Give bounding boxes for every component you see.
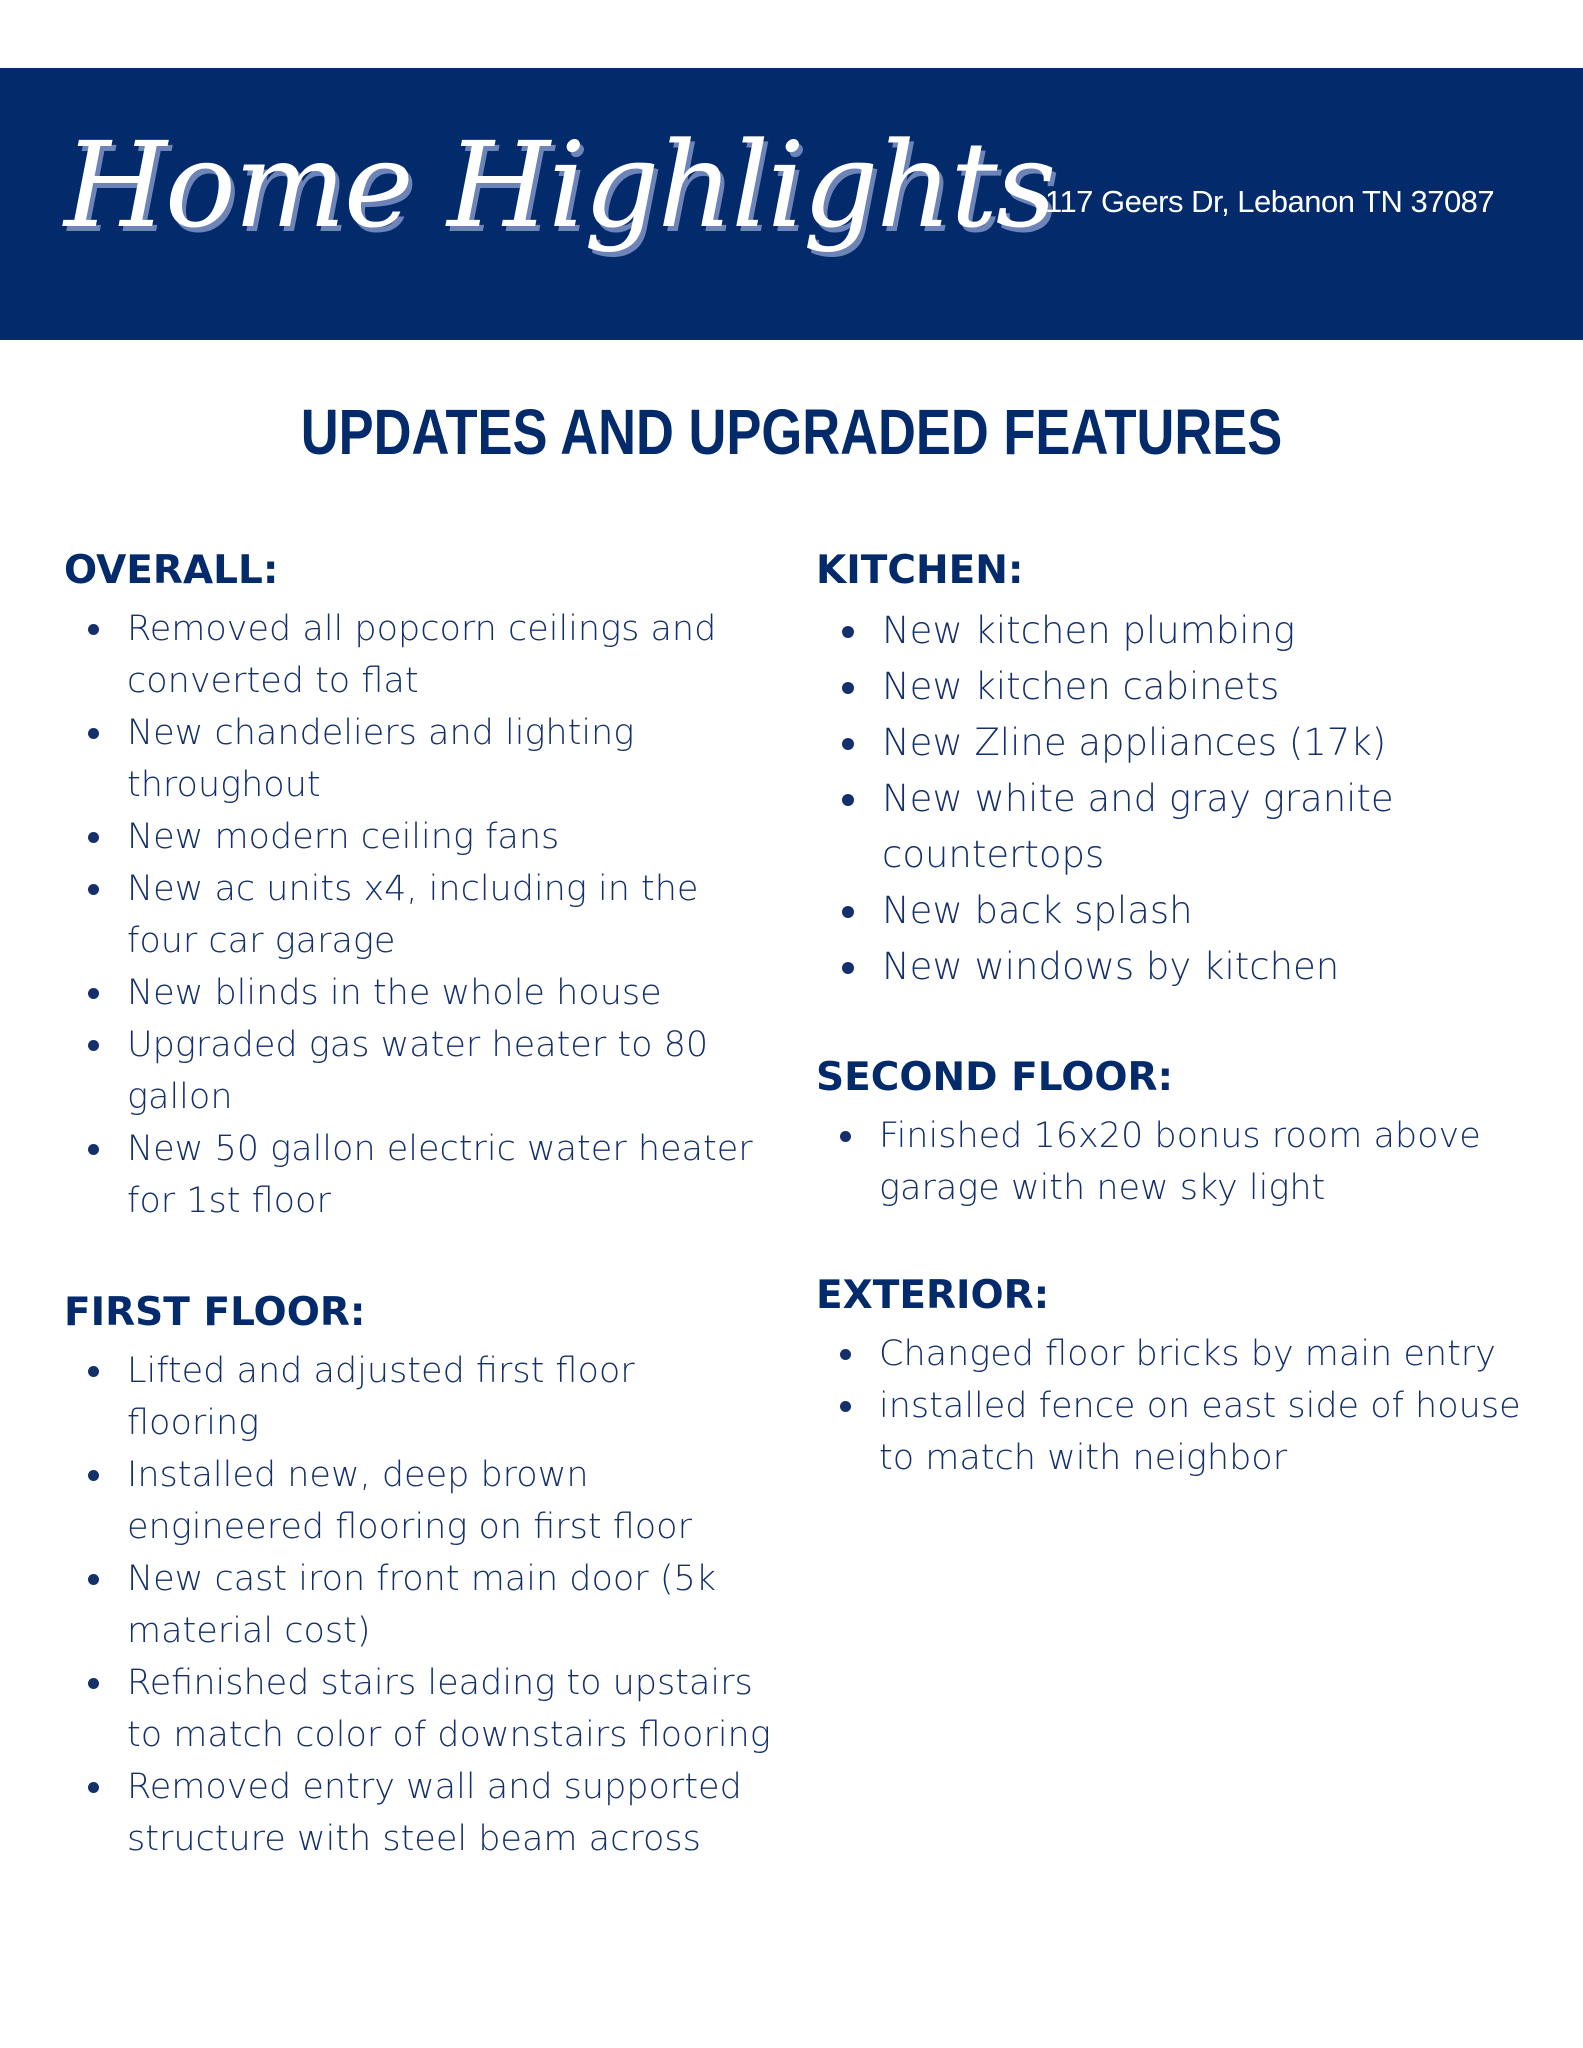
list-item: New back splash (816, 883, 1536, 939)
feature-list-overall (64, 603, 776, 1227)
list-item: Lifted and adjusted first floor flooring (64, 1345, 776, 1449)
section-title-kitchen: KITCHEN: (816, 548, 1024, 593)
list-item: Changed floor bricks by main entry (816, 1328, 1536, 1380)
section-title-first-floor: FIRST FLOOR: (64, 1290, 366, 1335)
list-item: New white and gray granite countertops (816, 771, 1536, 883)
list-item: Installed new, deep brown engineered flooring on first floor (64, 1449, 776, 1553)
section-title-exterior: EXTERIOR: (816, 1273, 1050, 1318)
list-item: New modern ceiling fans (64, 811, 776, 863)
feature-list-first-floor (64, 1345, 776, 1865)
section-title-second-floor: SECOND FLOOR: (816, 1055, 1174, 1100)
list-item: Finished 16x20 bonus room above garage with new sky light (816, 1110, 1536, 1214)
property-address: 117 Geers Dr, Lebanon TN 37087 (1045, 184, 1495, 219)
list-item: New kitchen plumbing (816, 603, 1536, 659)
section-exterior (816, 1273, 1536, 1484)
list-item: Removed entry wall and supported structure with steel beam across (64, 1761, 776, 1865)
section-first-floor (64, 1290, 776, 1865)
list-item: Upgraded gas water heater to 80 gallon (64, 1019, 776, 1123)
page-heading: UPDATES AND UPGRADED FEATURES (300, 396, 1283, 468)
list-item: New cast iron front main door (5k material cost) (64, 1553, 776, 1657)
section-title-overall: OVERALL: (64, 548, 279, 593)
list-item: Removed all popcorn ceilings and converted to flat (64, 603, 776, 707)
section-second-floor (816, 1055, 1536, 1214)
list-item: New blinds in the whole house (64, 967, 776, 1019)
feature-list-second-floor (816, 1110, 1536, 1214)
list-item: New 50 gallon electric water heater for 1st floor (64, 1123, 776, 1227)
section-kitchen (816, 548, 1536, 995)
list-item: New Zline appliances (17k) (816, 715, 1536, 771)
feature-list-kitchen (816, 603, 1536, 995)
section-overall (64, 548, 776, 1227)
feature-list-exterior (816, 1328, 1536, 1484)
banner-title: Home Highlights (64, 116, 1055, 254)
list-item: New chandeliers and lighting throughout (64, 707, 776, 811)
list-item: New windows by kitchen (816, 939, 1536, 995)
list-item: installed fence on east side of house to match with neighbor (816, 1380, 1536, 1484)
list-item: New ac units x4, including in the four car garage (64, 863, 776, 967)
list-item: New kitchen cabinets (816, 659, 1536, 715)
list-item: Refinished stairs leading to upstairs to match color of downstairs flooring (64, 1657, 776, 1761)
header-banner (0, 68, 1583, 340)
